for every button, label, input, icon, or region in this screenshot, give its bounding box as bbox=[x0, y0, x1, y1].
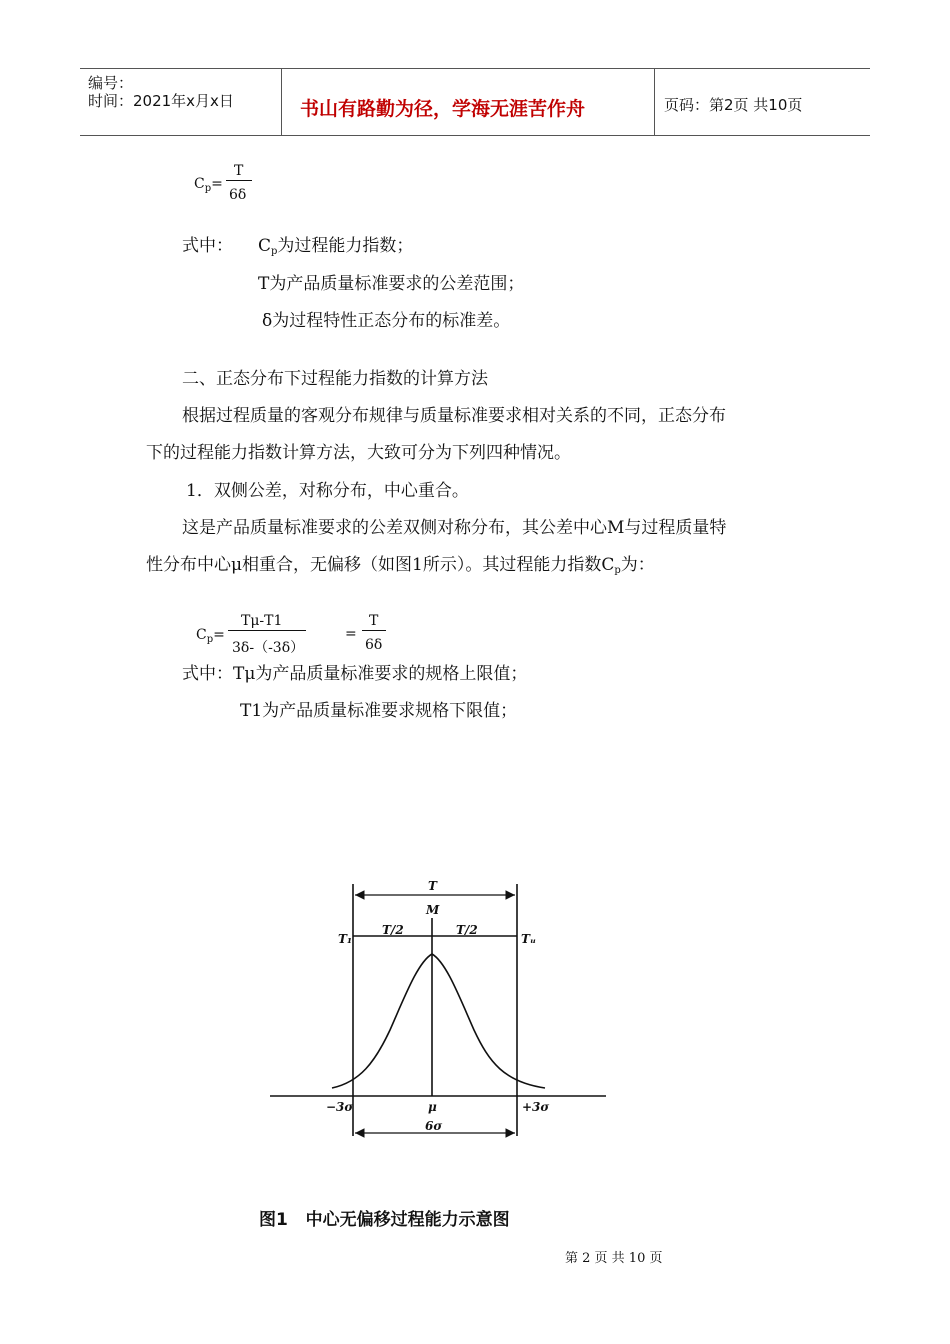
fig-label-Tu: Tᵤ bbox=[521, 932, 537, 946]
formula2-numerator2: T bbox=[369, 613, 379, 629]
section2-para2-line2 bbox=[146, 555, 655, 581]
section2-heading: 二、正态分布下过程能力指数的计算方法 bbox=[182, 369, 488, 389]
formula1-fraction-bar bbox=[226, 180, 252, 181]
formula2-denominator1: 3δ-（-3δ） bbox=[232, 640, 305, 656]
fig-label-half-right: T/2 bbox=[456, 923, 478, 937]
formula2-eq2: = bbox=[345, 626, 357, 642]
def-cp-sub: p bbox=[271, 246, 278, 257]
def-delta: δ为过程特性正态分布的标准差。 bbox=[262, 311, 511, 331]
header-divider-2 bbox=[654, 69, 655, 135]
formula2-eq: = bbox=[213, 627, 225, 643]
def2-line1: 式中：Tμ为产品质量标准要求的规格上限值； bbox=[182, 664, 528, 684]
formula2-fraction-bar1 bbox=[228, 630, 306, 631]
formula1-numerator: T bbox=[234, 163, 244, 179]
formula2-lhs-sub: p bbox=[206, 634, 214, 645]
page-footer: 第 2 页 共 10 页 bbox=[565, 1251, 663, 1266]
header-time-label: 时间：2021年x月x日 bbox=[88, 92, 234, 110]
def-prefix: 式中： bbox=[182, 236, 233, 256]
section2-para1-line1: 根据过程质量的客观分布规律与质量标准要求相对关系的不同，正态分布 bbox=[182, 406, 726, 426]
formula2-lhs-symbol: C bbox=[196, 627, 207, 643]
fig-label-M: M bbox=[426, 903, 440, 917]
def-cp bbox=[258, 236, 413, 262]
section2-para2-line1: 这是产品质量标准要求的公差双侧对称分布，其公差中心M与过程质量特 bbox=[182, 518, 727, 538]
formula1-lhs bbox=[194, 176, 223, 194]
fig-label-mu: μ bbox=[428, 1100, 437, 1114]
fig-label-half-left: T/2 bbox=[382, 923, 404, 937]
para2-line2-prefix: 性分布中心μ相重合，无偏移（如图1所示）。其过程能力指数C bbox=[146, 555, 615, 575]
figure-caption: 图1 中心无偏移过程能力示意图 bbox=[259, 1210, 510, 1230]
fig-label-minus3s: −3σ bbox=[326, 1100, 354, 1114]
fig-label-plus3s: +3σ bbox=[522, 1100, 550, 1114]
formula1-eq: = bbox=[211, 176, 223, 192]
section2-para1-line2: 下的过程能力指数计算方法，大致可分为下列四种情况。 bbox=[146, 443, 571, 463]
formula1-lhs-symbol: C bbox=[194, 176, 205, 192]
header-page-code: 页码：第2页 共10页 bbox=[664, 96, 803, 114]
para2-line2-sub: p bbox=[614, 565, 621, 576]
process-capability-figure bbox=[260, 870, 620, 1150]
def-t: T为产品质量标准要求的公差范围； bbox=[258, 274, 525, 294]
def-cp-symbol: C bbox=[258, 236, 272, 256]
formula2-numerator1: Tμ-T1 bbox=[241, 613, 283, 629]
formula1-denominator: 6δ bbox=[229, 187, 247, 203]
header-number-label: 编号： bbox=[88, 74, 134, 92]
fig-label-T1: T₁ bbox=[338, 932, 353, 946]
formula2-denominator2: 6δ bbox=[365, 637, 383, 653]
def2-line2: T1为产品质量标准要求规格下限值； bbox=[240, 701, 518, 721]
formula2-lhs bbox=[196, 627, 225, 645]
fig-label-6s: 6σ bbox=[425, 1119, 443, 1133]
formula1-lhs-sub: p bbox=[204, 183, 212, 194]
header-bottom-rule bbox=[80, 135, 870, 136]
header-top-rule bbox=[80, 68, 870, 69]
def-cp-text: 为过程能力指数； bbox=[277, 236, 414, 256]
section2-item1: 1．双侧公差，对称分布，中心重合。 bbox=[186, 481, 469, 501]
normal-curve bbox=[332, 954, 545, 1088]
header-motto: 书山有路勤为径，学海无涯苦作舟 bbox=[300, 98, 586, 120]
formula2-fraction-bar2 bbox=[362, 630, 386, 631]
header-divider-1 bbox=[281, 69, 282, 135]
para2-line2-suffix: 为： bbox=[620, 555, 655, 575]
fig-label-T: T bbox=[428, 879, 437, 893]
